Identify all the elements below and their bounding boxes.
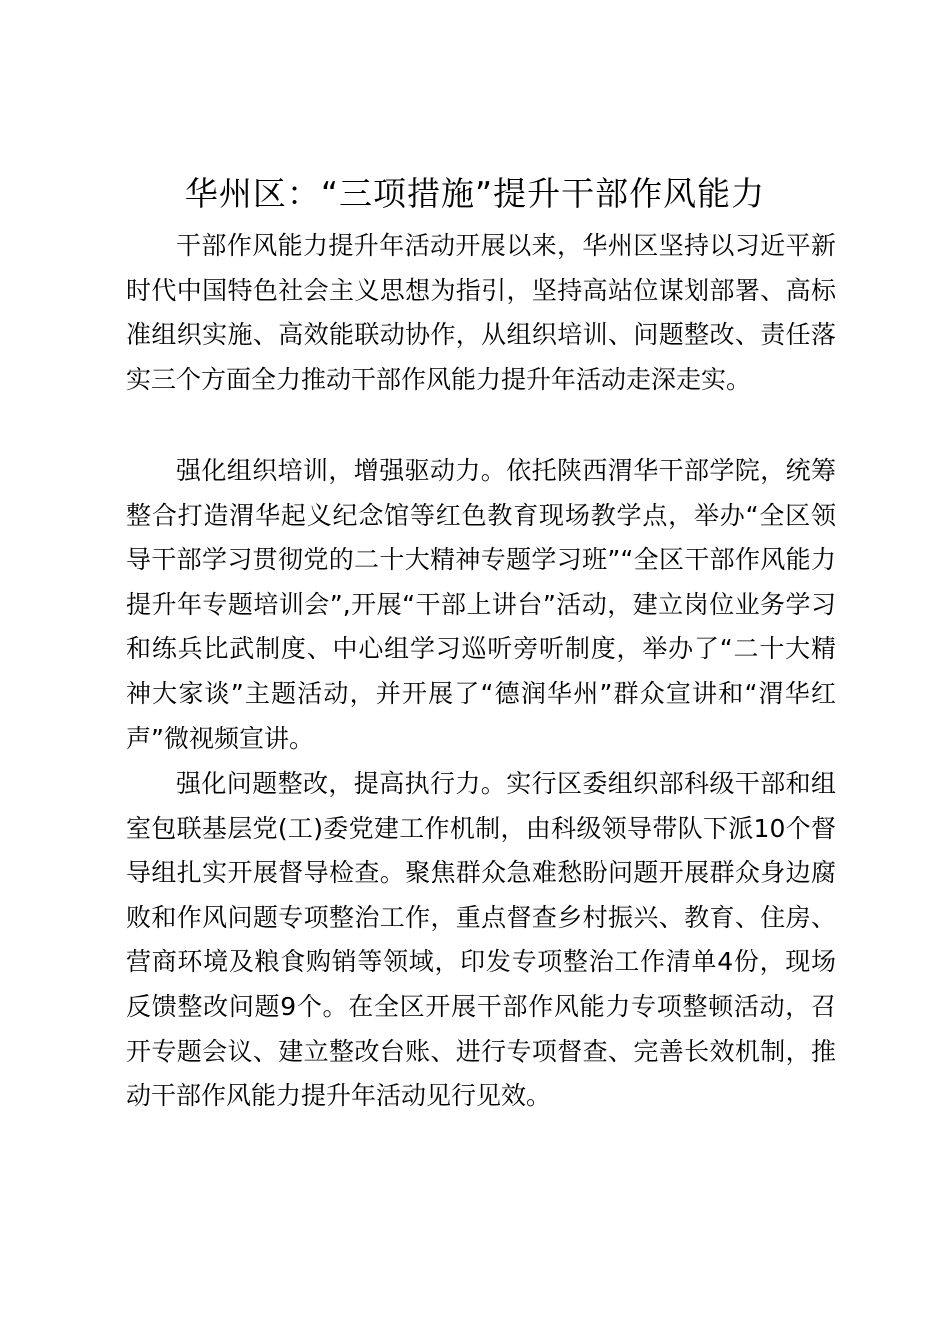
paragraph-rectification: 强化问题整改，提高执行力。实行区委组织部科级干部和组室包联基层党(工)委党建工作机制，由科级领导带队下派10个督导组扎实开展督导检查。聚焦群众急难愁盼问题开展群众身边腐败和作风问题专项整治工作，重点督查乡村振兴、教育、住房、营商环境及粮食购销等领域，印发专项整治工作清单4份，现场反馈整改问题9个。在全区开展干部作风能力专项整顿活动，召开专题会议、建立整改台账、进行专项督查、完善长效机制，推动干部作风能力提升年活动见行见效。 (126, 769, 836, 1111)
document-title: 华州区：“三项措施”提升干部作风能力 (184, 174, 766, 213)
paragraph-training: 强化组织培训，增强驱动力。依托陕西渭华干部学院，统筹整合打造渭华起义纪念馆等红色教育现场教学点，举办“全区领导干部学习贯彻党的二十大精神专题学习班”“全区干部作风能力提升年专题培训会”,开展“干部上讲台”活动，建立岗位业务学习和练兵比武制度、中心组学习巡听旁听制度，举办了“二十大精神大家谈”主题活动，并开展了“德润华州”群众宣讲和“渭华红声”微视频宣讲。 (126, 456, 836, 753)
paragraph-intro: 干部作风能力提升年活动开展以来，华州区坚持以习近平新时代中国特色社会主义思想为指引，坚持高站位谋划部署、高标准组织实施、高效能联动协作，从组织培训、问题整改、责任落实三个方面全力推动干部作风能力提升年活动走深走实。 (126, 231, 836, 394)
